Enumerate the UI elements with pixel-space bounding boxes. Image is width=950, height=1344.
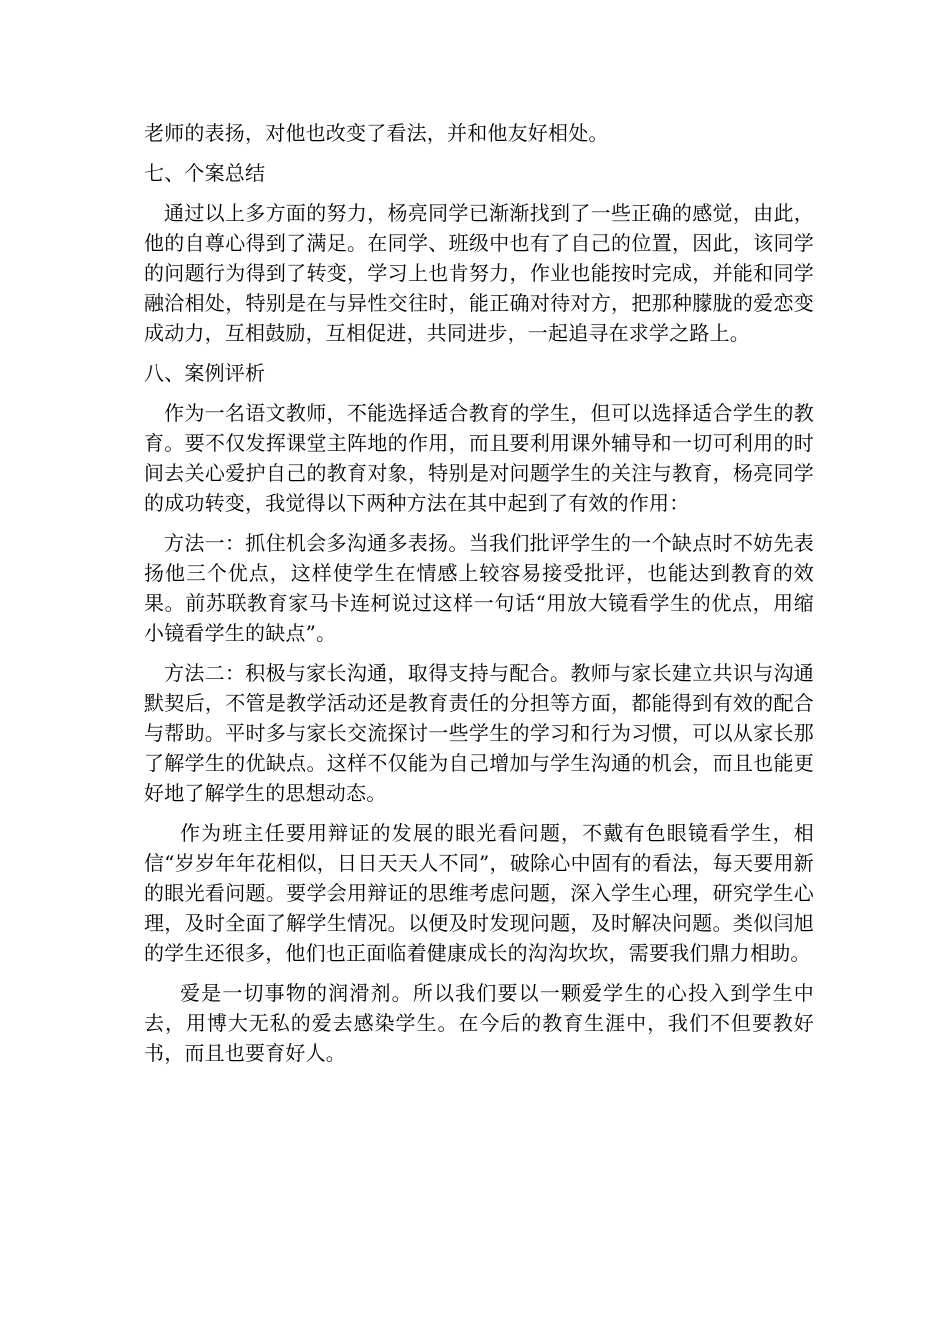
section-heading-analysis: 八、案例评析	[144, 361, 266, 385]
document-body	[144, 118, 814, 1078]
paragraph-method-two: 方法二：积极与家长沟通，取得支持与配合。教师与家长建立共识与沟通默契后，不管是教学活动还是教育责任的分担等方面，都能得到有效的配合与帮助。平时多与家长交流探讨一些学生的学习和行为习惯，可以从家长那了解学生的优缺点。这样不仅能为自己增加与学生沟通的机会，而且也能更好地了解学生的思想动态。	[144, 661, 814, 805]
paragraph-class-teacher: 作为班主任要用辩证的发展的眼光看问题，不戴有色眼镜看学生，相信“岁岁年年花相似，日日天天人不同”，破除心中固有的看法，每天要用新的眼光看问题。要学会用辩证的思维考虑问题，深入学生心理，研究学生心理，及时全面了解学生情况。以便及时发现问题，及时解决问题。类似闫旭的学生还很多，他们也正面临着健康成长的沟沟坎坎，需要我们鼎力相助。	[144, 821, 814, 965]
paragraph-analysis-intro: 作为一名语文教师，不能选择适合教育的学生，但可以选择适合学生的教育。要不仅发挥课堂主阵地的作用，而且要利用课外辅导和一切可利用的时间去关心爱护自己的教育对象，特别是对问题学生的关注与教育，杨亮同学的成功转变，我觉得以下两种方法在其中起到了有效的作用：	[144, 401, 814, 515]
paragraph-continuation: 老师的表扬，对他也改变了看法，并和他友好相处。	[144, 121, 609, 145]
section-heading-summary: 七、个案总结	[144, 161, 266, 185]
paragraph-love: 爱是一切事物的润滑剂。所以我们要以一颗爱学生的心投入到学生中去，用博大无私的爱去感染学生。在今后的教育生涯中，我们不但要教好书，而且也要育好人。	[144, 981, 814, 1065]
paragraph-summary: 通过以上多方面的努力，杨亮同学已渐渐找到了一些正确的感觉，由此，他的自尊心得到了满足。在同学、班级中也有了自己的位置，因此，该同学的问题行为得到了转变，学习上也肯努力，作业也能按时完成，并能和同学融洽相处，特别是在与异性交往时，能正确对待对方，把那种朦胧的爱恋变成动力，互相鼓励，互相促进，共同进步，一起追寻在求学之路上。	[144, 201, 814, 345]
paragraph-method-one: 方法一：抓住机会多沟通多表扬。当我们批评学生的一个缺点时不妨先表扬他三个优点，这样使学生在情感上较容易接受批评，也能达到教育的效果。前苏联教育家马卡连柯说过这样一句话“用放大镜看学生的优点，用缩小镜看学生的缺点”。	[144, 531, 814, 645]
